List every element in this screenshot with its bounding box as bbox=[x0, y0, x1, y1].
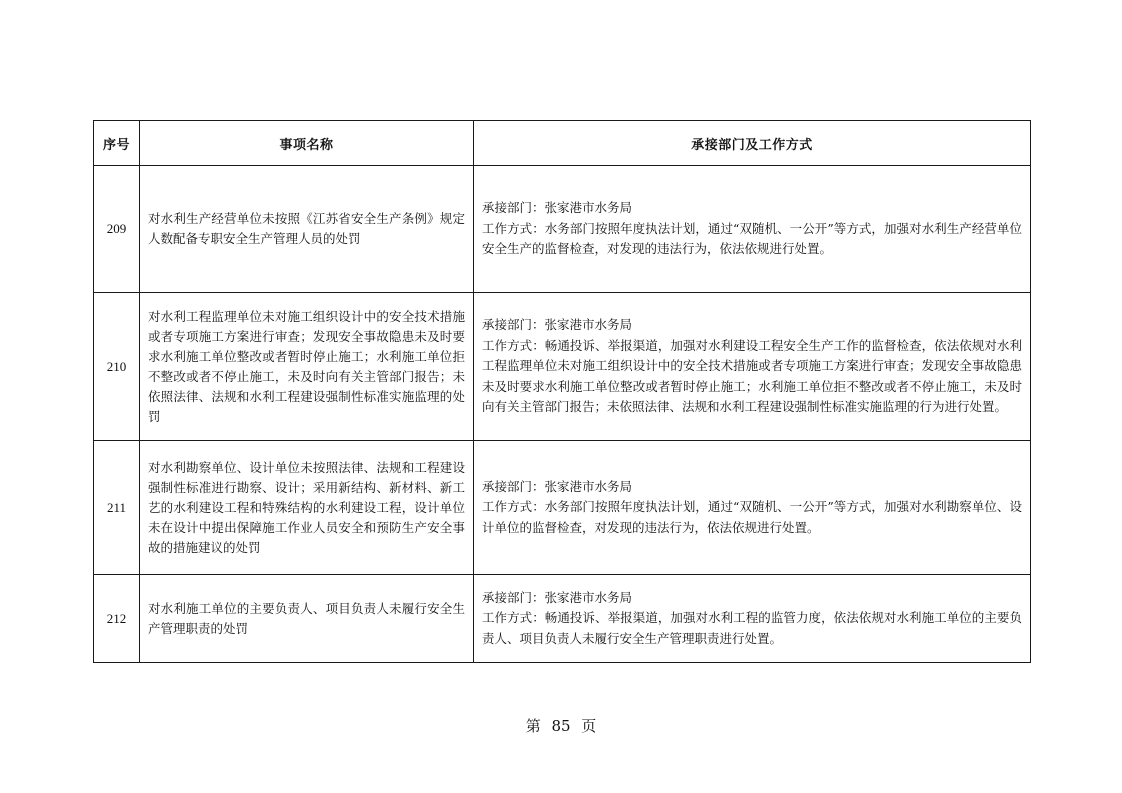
department-method-cell bbox=[474, 575, 1031, 663]
item-name: 对水利勘察单位、设计单位未按照法律、法规和工程建设强制性标准进行勘察、设计；采用新结构、新材料、新工艺的水利建设工程和特殊结构的水利建设工程，设计单位未在设计中提出保障施工作业人员安全和预防生产安全事故的措施建议的处罚 bbox=[140, 441, 474, 575]
department-text: 承接部门：张家港市水务局 bbox=[482, 200, 633, 216]
row-number: 209 bbox=[94, 166, 140, 293]
table-row bbox=[94, 293, 1031, 441]
table-row bbox=[94, 441, 1031, 575]
department-text: 承接部门：张家港市水务局 bbox=[482, 478, 633, 494]
item-name: 对水利施工单位的主要负责人、项目负责人未履行安全生产管理职责的处罚 bbox=[140, 575, 474, 663]
item-name: 对水利生产经营单位未按照《江苏省安全生产条例》规定人数配备专职安全生产管理人员的处罚 bbox=[140, 166, 474, 293]
page-number: 第 85 页 bbox=[525, 717, 597, 735]
department-text: 承接部门：张家港市水务局 bbox=[482, 317, 633, 333]
table-header-row bbox=[94, 121, 1031, 166]
work-method-text: 工作方式：水务部门按照年度执法计划，通过“双随机、一公开”等方式，加强对水利生产经营单位安全生产的监督检查，对发现的违法行为，依法依规进行处置。 bbox=[482, 220, 1022, 257]
header-item-name: 事项名称 bbox=[140, 121, 474, 166]
department-text: 承接部门：张家港市水务局 bbox=[482, 589, 633, 605]
department-method-cell bbox=[474, 166, 1031, 293]
work-method-text: 工作方式：水务部门按照年度执法计划，通过“双随机、一公开”等方式，加强对水利勘察单位、设计单位的监督检查，对发现的违法行为，依法依规进行处置。 bbox=[482, 499, 1022, 535]
table-row bbox=[94, 166, 1031, 293]
department-method-cell bbox=[474, 293, 1031, 441]
department-method-cell bbox=[474, 441, 1031, 575]
table-row bbox=[94, 575, 1031, 663]
row-number: 210 bbox=[94, 293, 140, 441]
document-table bbox=[93, 120, 1031, 663]
item-name: 对水利工程监理单位未对施工组织设计中的安全技术措施或者专项施工方案进行审查；发现安全事故隐患未及时要求水利施工单位整改或者暂时停止施工；水利施工单位拒不整改或者不停止施工，未及时向有关主管部门报告；未依照法律、法规和水利工程建设强制性标准实施监理的处罚 bbox=[140, 293, 474, 441]
work-method-text: 工作方式：畅通投诉、举报渠道，加强对水利工程的监管力度，依法依规对水利施工单位的主要负责人、项目负责人未履行安全生产管理职责进行处置。 bbox=[482, 610, 1022, 646]
row-number: 212 bbox=[94, 575, 140, 663]
row-number: 211 bbox=[94, 441, 140, 575]
header-department-method: 承接部门及工作方式 bbox=[474, 121, 1031, 166]
header-number: 序号 bbox=[94, 121, 140, 166]
work-method-text: 工作方式：畅通投诉、举报渠道，加强对水利建设工程安全生产工作的监督检查，依法依规对水利工程监理单位未对施工组织设计中的安全技术措施或者专项施工方案进行审查；发现安全事故隐患未及时要求水利施工单位整改或者暂时停止施工；水利施工单位拒不整改或者不停止施工，未及时向有关主管部门报告；未依照法律、法规和水利工程建设强制性标准实施监理的行为进行处置。 bbox=[482, 337, 1022, 415]
